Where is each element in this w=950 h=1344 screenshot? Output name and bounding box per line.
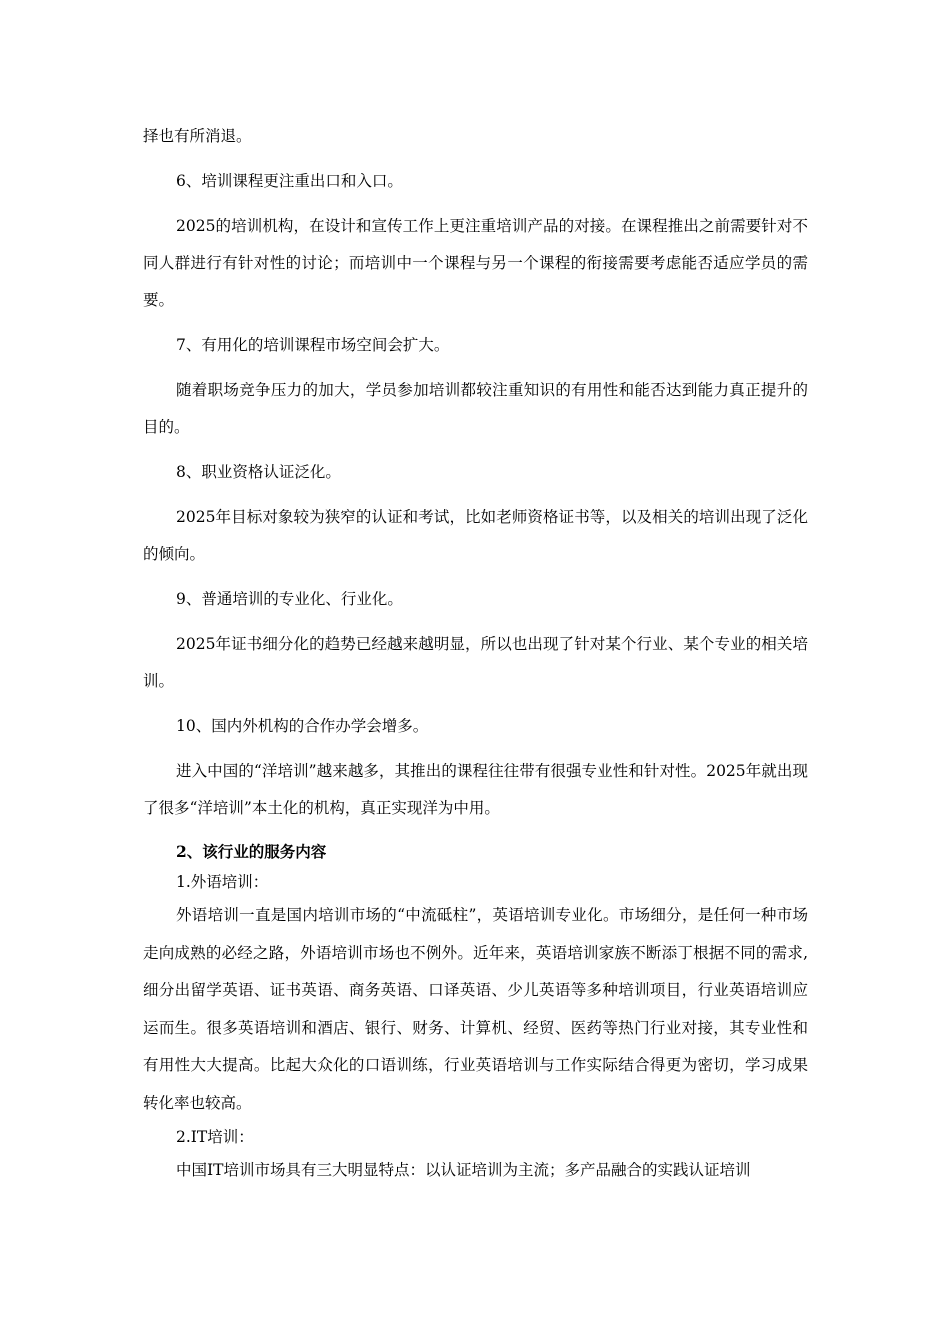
paragraph-item-7: 随着职场竞争压力的加大，学员参加培训都较注重知识的有用性和能否达到能力真正提升的目的。	[143, 381, 808, 436]
heading-item-10: 10、国内外机构的合作办学会增多。	[176, 717, 429, 735]
paragraph-foreign-language-training: 外语培训一直是国内培训市场的“中流砥柱”，英语培训专业化。市场细分，是任何一种市场走向成熟的必经之路，外语培训市场也不例外。近年来，英语培训家族不断添丁根据不同的需求,细分出留学英语、证书英语、商务英语、口译英语、少儿英语等多种培训项目，行业英语培训应运而生。很多英语培训和酒店、银行、财务、计算机、经贸、医药等热门行业对接，其专业性和有用性大大提高。比起大众化的口语训练，行业英语培训与工作实际结合得更为密切，学习成果转化率也较高。	[143, 906, 808, 1112]
paragraph-item-10: 进入中国的“洋培训”越来越多，其推出的课程往往带有很强专业性和针对性。2025年就出现了很多“洋培训”本土化的机构，真正实现洋为中用。	[143, 762, 808, 817]
subheading-it-training: 2.IT培训：	[176, 1128, 254, 1146]
paragraph-item-8: 2025年目标对象较为狭窄的认证和考试，比如老师资格证书等，以及相关的培训出现了泛化的倾向。	[143, 508, 808, 563]
heading-item-9: 9、普通培训的专业化、行业化。	[176, 590, 403, 608]
paragraph-it-training: 中国IT培训市场具有三大明显特点：以认证培训为主流；多产品融合的实践认证培训	[176, 1161, 751, 1179]
paragraph-item-9: 2025年证书细分化的趋势已经越来越明显，所以也出现了针对某个行业、某个专业的相关培训。	[143, 635, 808, 690]
paragraph-continuation: 择也有所消退。	[143, 127, 252, 145]
paragraph-item-6: 2025的培训机构，在设计和宣传工作上更注重培训产品的对接。在课程推出之前需要针对不同人群进行有针对性的讨论；而培训中一个课程与另一个课程的衔接需要考虑能否适应学员的需要。	[143, 217, 808, 309]
heading-item-7: 7、有用化的培训课程市场空间会扩大。	[176, 336, 450, 354]
subheading-foreign-language-training: 1.外语培训：	[176, 873, 269, 891]
document-body	[143, 118, 808, 1189]
heading-item-6: 6、培训课程更注重出口和入口。	[176, 172, 403, 190]
heading-item-8: 8、职业资格认证泛化。	[176, 463, 341, 481]
section-heading-service-content: 2、该行业的服务内容	[176, 842, 327, 861]
